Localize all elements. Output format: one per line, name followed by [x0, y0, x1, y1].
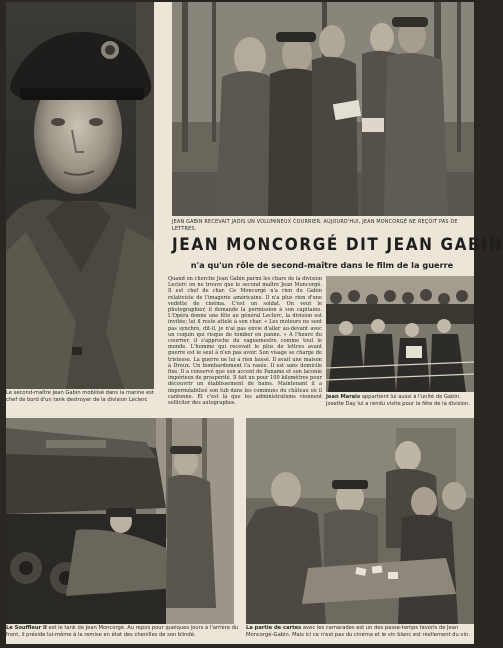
portrait-caption: Le second-maître Jean Gabin mobilisé dans la marine est chef de bord d'un tank destroyer de la division Leclerc — [6, 390, 154, 403]
card-game-photo — [246, 418, 474, 624]
article-headline: JEAN MONCORGÉ DIT JEAN GABIN — [172, 235, 503, 255]
officers-mail-photo — [172, 2, 474, 216]
tank-caption: Le Souffleur II est le tank de Jean Moncorgé. Au repos pour quelques jours à l'arrière du front, il préside lui-même à la remise en état des chenilles de son blindé. — [6, 625, 239, 638]
audience-caption: Jean Marais appartient lui aussi à l'unité de Gabin. Josette Day lui a rendu visite pour la fête de la division. — [326, 394, 470, 407]
audience-photo — [326, 276, 474, 392]
card-game-caption: La partie de cartes avec les camarades est un des passe-temps favoris de Jean Moncorgé-Gabin. Mais ici ce n'est pas du cinéma et le vin blanc est réellement du vin. — [246, 625, 470, 638]
officers-mail-caption: JEAN GABIN RECEVAIT JADIS UN VOLUMINEUX COURRIER. AUJOURD'HUI, JEAN MONCORGÉ NE REÇOIT PAS DE LETTRES. — [172, 219, 458, 232]
tank-photo — [6, 418, 234, 624]
article-body: Quand on cherche Jean Gabin parmi les chars de la division Leclerc on ne trouve que le second maître Jean Moncorgé. Il est chef de char. Ce Moncorgé n'a rien du Gabin relativiste de l'imagerie américaine. Il n'a plus rien d'une vedette de cinéma. C'est un soldat. On veut le photographier, il demande la permission à son capitaine. L'Opéra donne une fête au général Leclerc, la division est invitée; lui il reste attelé à son char. « Les moteurs ne sont pas synchro, dit-il, je n'ai pas envie d'aller au-devant avec un coquin qui risque de tomber en panne. » À l'heure du courrier, il s'approche du vaguemestre comme tout le monde. L'homme qui recevait le plus de lettres avant guerre est le seul à n'en pas avoir. Son visage se charge de tristesse. La guerre ne lui a rien laissé. Il avait une maison à Dreux. Un bombardement l'a rasée. Il est sans domicile fixe. Il a conservé que son accent de Paname et son laconie impérieux de prospérité. Il fait un pour 100 kilomètres pour découvrir un établissement de bains. Maintenant il a imperméabilisé son tub dans les communs du château où il cantonne. Et c'est là que les administrations viennent solliciter des autographes. — [168, 276, 322, 407]
magazine-page — [6, 2, 503, 644]
portrait-photo — [6, 2, 154, 389]
article-subheadline: n'a qu'un rôle de second-maître dans le film de la guerre — [190, 260, 454, 270]
